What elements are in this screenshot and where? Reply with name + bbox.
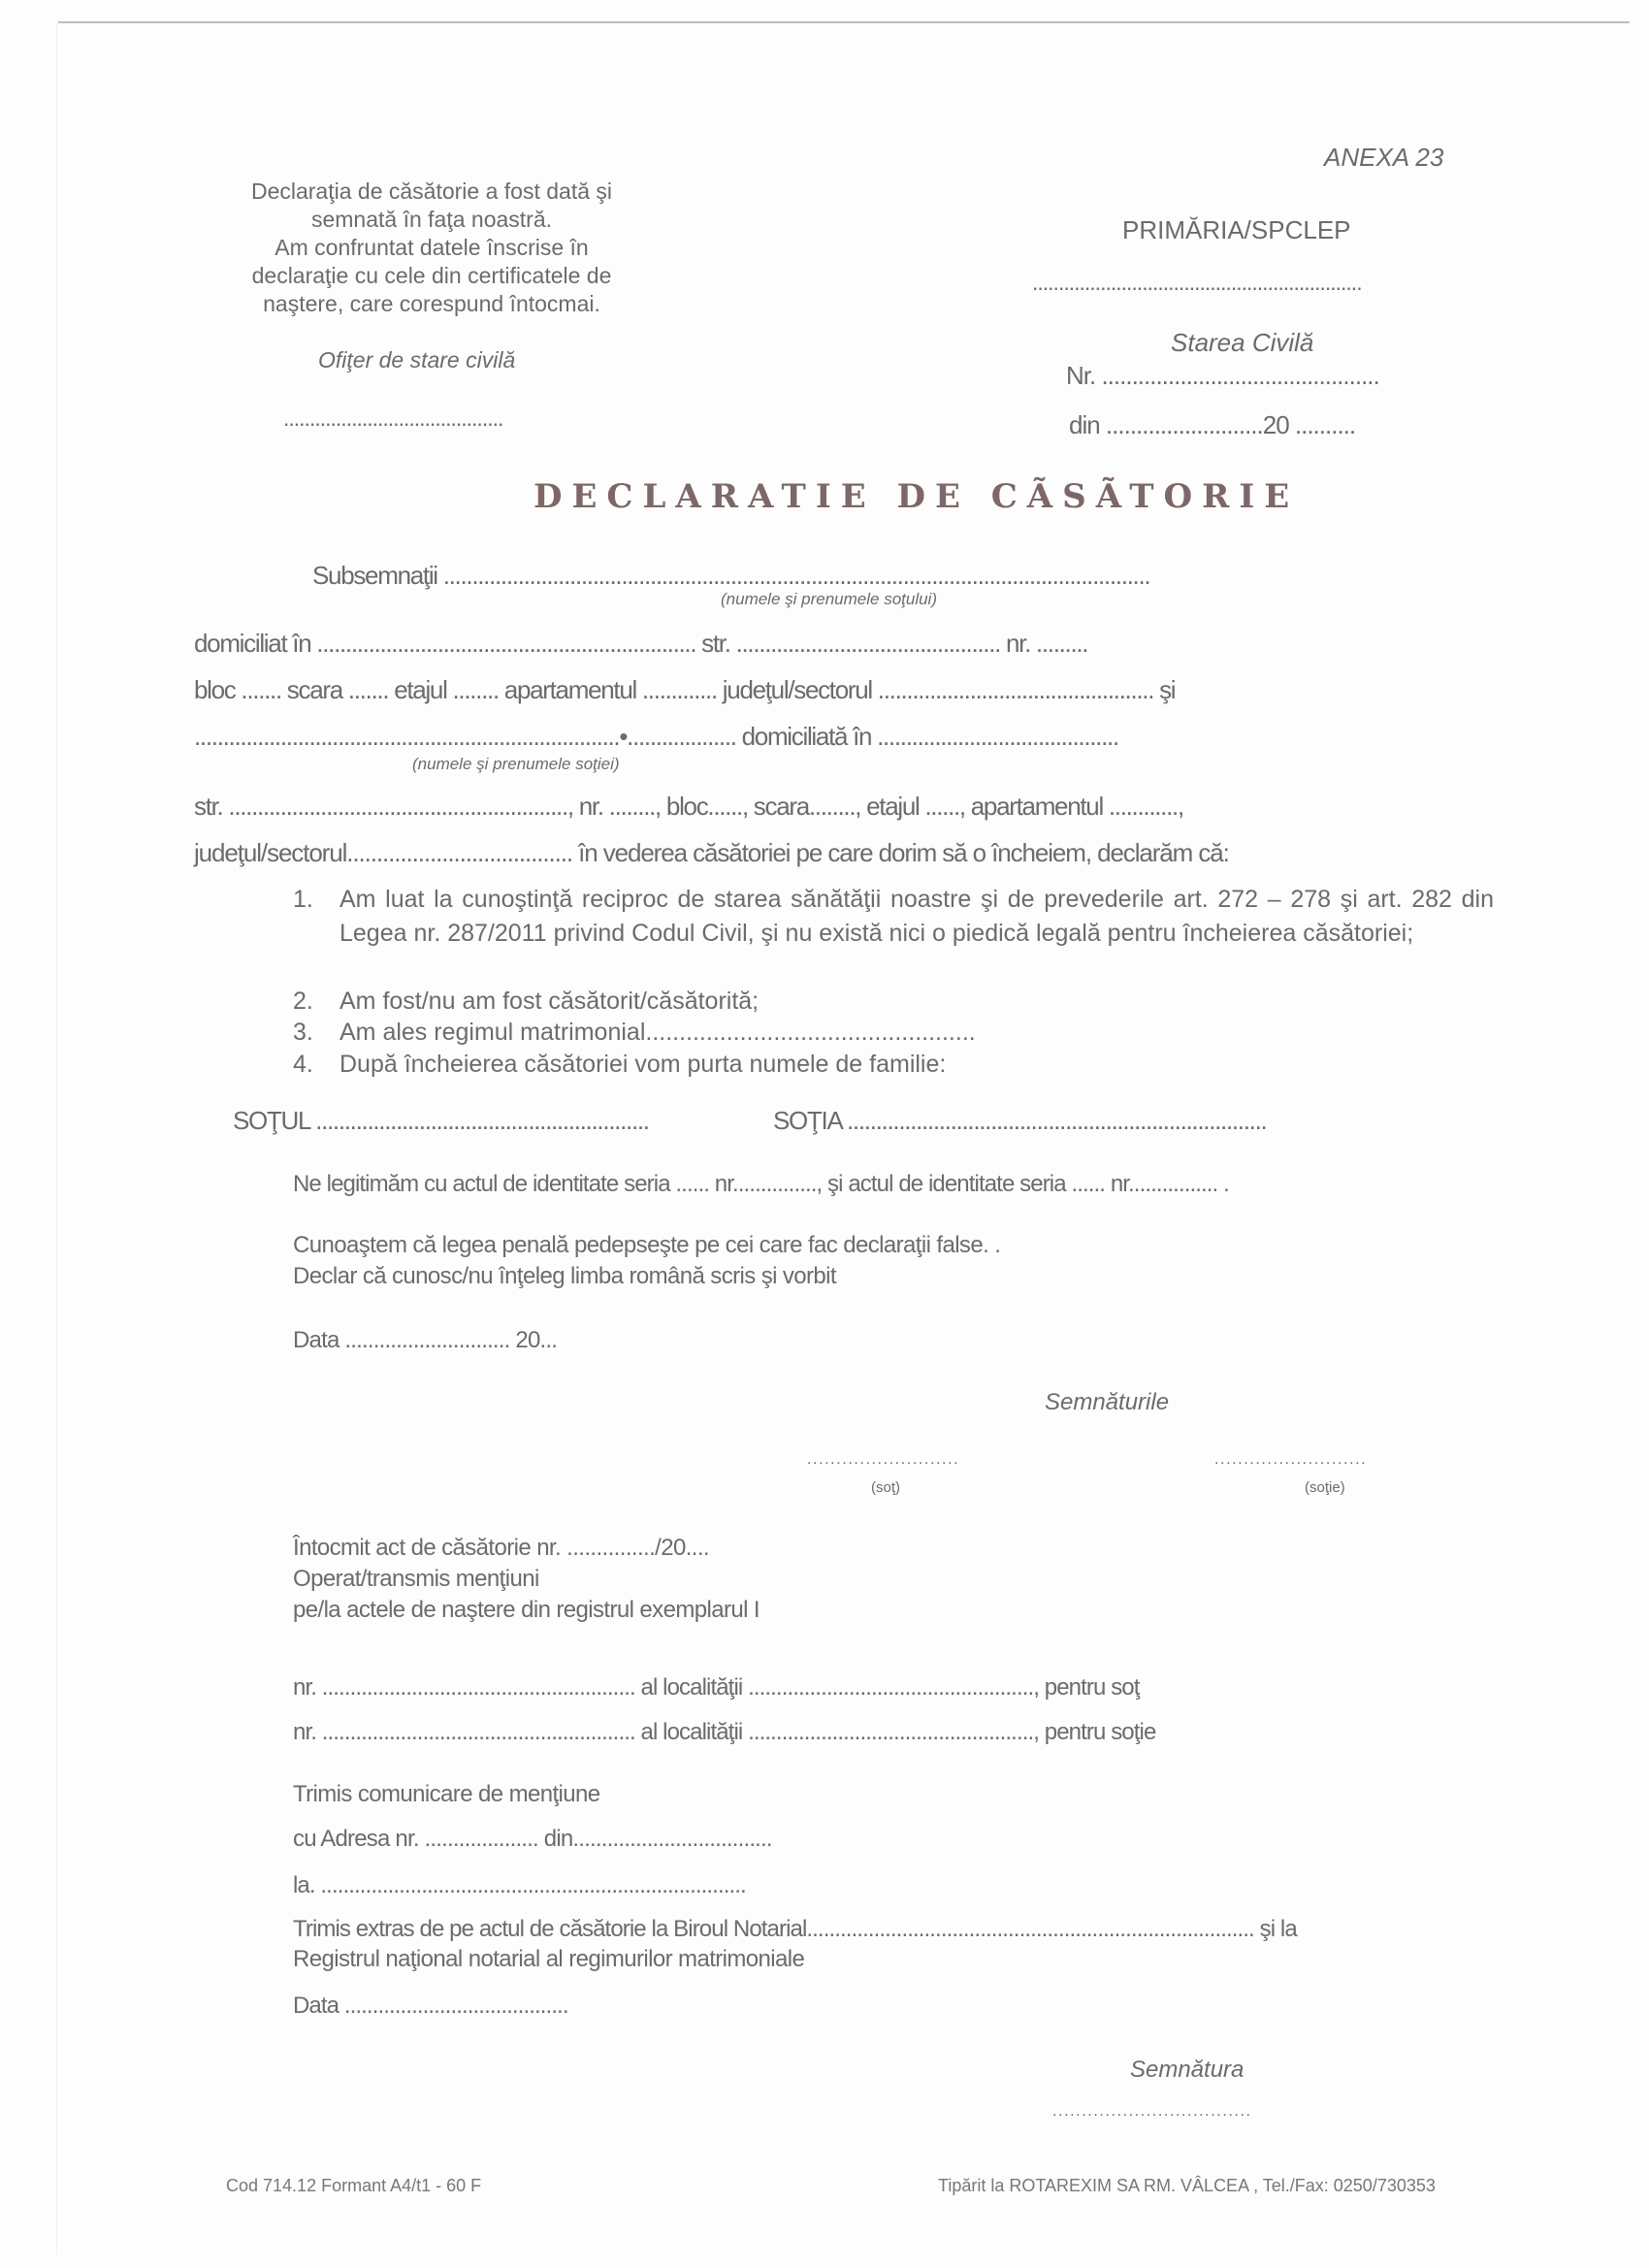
officer-note-line: Declaraţia de căsătorie a fost dată şi bbox=[250, 178, 613, 204]
institution-field[interactable]: ............................................................... bbox=[1032, 270, 1362, 295]
final-signature-field[interactable]: .................................. bbox=[1052, 2103, 1252, 2120]
officer-note-line: naştere, care corespund întocmai. bbox=[263, 291, 600, 316]
identity-documents-field[interactable]: Ne legitimăm cu actul de identitate seria ...... nr..............., şi actul de identitate seria ...... nr................ . bbox=[293, 1171, 1229, 1197]
left-border-line bbox=[56, 23, 57, 2254]
point-text: Am luat la cunoştinţă reciproc de starea sănătăţii noastre şi de prevederile art. 272 – 278 şi art. 282 din Legea nr. 287/2011 privind Codul Civil, şi nu există nici o piedică legală pentru încheierea căsătoriei; bbox=[340, 886, 1494, 947]
registry-date-field[interactable]: Data ........................................ bbox=[293, 1993, 568, 2019]
address-number-field[interactable]: cu Adresa nr. .................... din................................... bbox=[293, 1826, 772, 1852]
annex-label: ANEXA 23 bbox=[1324, 143, 1444, 172]
institution-label: PRIMĂRIA/SPCLEP bbox=[1122, 215, 1351, 244]
language-declaration: Declar că cunosc/nu înţeleg limba română scris şi vorbit bbox=[293, 1263, 836, 1289]
wife-county-field[interactable]: judeţul/sectorul...................................... în vederea căsătoriei pe care dorim să o încheiem, declarăm că: bbox=[194, 838, 1229, 867]
registration-number-field[interactable]: Nr. .............................................. bbox=[1066, 361, 1379, 390]
point-number: 1. bbox=[293, 886, 313, 913]
husband-address-detail-field[interactable]: bloc ....... scara ....... etajul ........ apartamentul ............. judeţul/sectorul ................................................ şi bbox=[194, 675, 1176, 704]
mention-communication-label: Trimis comunicare de menţiune bbox=[293, 1781, 600, 1807]
officer-note-line: declaraţie cu cele din certificatele de bbox=[251, 263, 612, 288]
document-title: DECLARATIE DE CÃSÃTORIE bbox=[534, 477, 1300, 516]
husband-signature-field[interactable]: .......................... bbox=[807, 1451, 960, 1468]
point-number: 3. bbox=[293, 1019, 313, 1046]
declaration-point bbox=[293, 1016, 1496, 1050]
top-border-line bbox=[58, 21, 1630, 23]
declaration-point bbox=[293, 883, 1496, 980]
declaration-date-field[interactable]: Data ............................. 20... bbox=[293, 1327, 558, 1353]
registration-date-field[interactable]: din ..........................20 .......... bbox=[1069, 410, 1356, 439]
penal-notice: Cunoaştem că legea penală pedepseşte pe cei care fac declaraţii false. . bbox=[293, 1232, 1001, 1258]
wife-signature-caption: (soţie) bbox=[1305, 1479, 1345, 1496]
husband-name-caption: (numele şi prenumele soţului) bbox=[721, 590, 937, 608]
sent-to-field[interactable]: la. ............................................................................ bbox=[293, 1872, 746, 1898]
officer-note bbox=[199, 178, 664, 318]
matrimonial-regime-field[interactable]: Am ales regimul matrimonial................................................. bbox=[340, 1019, 976, 1046]
officer-label: Ofiţer de stare civilă bbox=[318, 347, 516, 373]
point-text: Am fost/nu am fost căsătorit/căsătorită; bbox=[340, 988, 760, 1015]
declaration-point bbox=[293, 985, 1496, 1019]
wife-address-field[interactable]: str. ..........................................................., nr. ........, bloc......, scara........, etajul ......, apartamentul ............, bbox=[194, 792, 1183, 821]
printer-info: Tipărit la ROTAREXIM SA RM. VÂLCEA , Tel./Fax: 0250/730353 bbox=[938, 2176, 1436, 2195]
declaration-point bbox=[293, 1048, 1496, 1082]
wife-name-caption: (numele şi prenumele soţiei) bbox=[412, 755, 620, 773]
husband-family-name-field[interactable]: SOŢUL .......................................................... bbox=[233, 1106, 649, 1135]
form-code: Cod 714.12 Formant A4/t1 - 60 F bbox=[226, 2176, 482, 2195]
wife-signature-field[interactable]: .......................... bbox=[1214, 1451, 1368, 1468]
notary-registry-label: Registrul naţional notarial al regimurilor matrimoniale bbox=[293, 1946, 805, 1972]
mentions-label: Operat/transmis menţiuni bbox=[293, 1566, 539, 1592]
point-number: 2. bbox=[293, 988, 313, 1015]
husband-address-field[interactable]: domiciliat în .................................................................. str. .............................................. nr. ......... bbox=[194, 629, 1088, 658]
signatures-label: Semnăturile bbox=[1045, 1389, 1170, 1415]
point-number: 4. bbox=[293, 1051, 313, 1078]
wife-birth-act-field[interactable]: nr. ........................................................ al localităţii ..................................................., pentru soţie bbox=[293, 1719, 1156, 1745]
husband-name-field[interactable]: Subsemnaţii ........................................................................................................................... bbox=[312, 561, 1150, 590]
husband-birth-act-field[interactable]: nr. ........................................................ al localităţii ..................................................., pentru soţ bbox=[293, 1674, 1140, 1701]
final-signature-label: Semnătura bbox=[1130, 2057, 1245, 2083]
husband-signature-caption: (soţ) bbox=[871, 1479, 900, 1496]
wife-name-field[interactable]: ..........................................................................•................... domiciliată în .......................................... bbox=[194, 722, 1118, 751]
officer-signature-field[interactable]: .......................................... bbox=[283, 405, 503, 431]
point-text: După încheierea căsătoriei vom purta numele de familie: bbox=[340, 1051, 947, 1078]
birth-acts-label: pe/la actele de naştere din registrul exemplarul I bbox=[293, 1597, 760, 1623]
wife-family-name-field[interactable]: SOŢIA ......................................................................... bbox=[773, 1106, 1267, 1135]
officer-note-line: semnată în faţa noastră. bbox=[310, 207, 553, 232]
notary-office-field[interactable]: Trimis extras de pe actul de căsătorie la Biroul Notarial................................................................................ şi la bbox=[293, 1916, 1297, 1942]
civil-status-label: Starea Civilă bbox=[1171, 328, 1314, 357]
marriage-act-number-field[interactable]: Întocmit act de căsătorie nr. .............../20.... bbox=[293, 1535, 709, 1561]
officer-note-line: Am confruntat datele înscrise în bbox=[275, 235, 589, 260]
